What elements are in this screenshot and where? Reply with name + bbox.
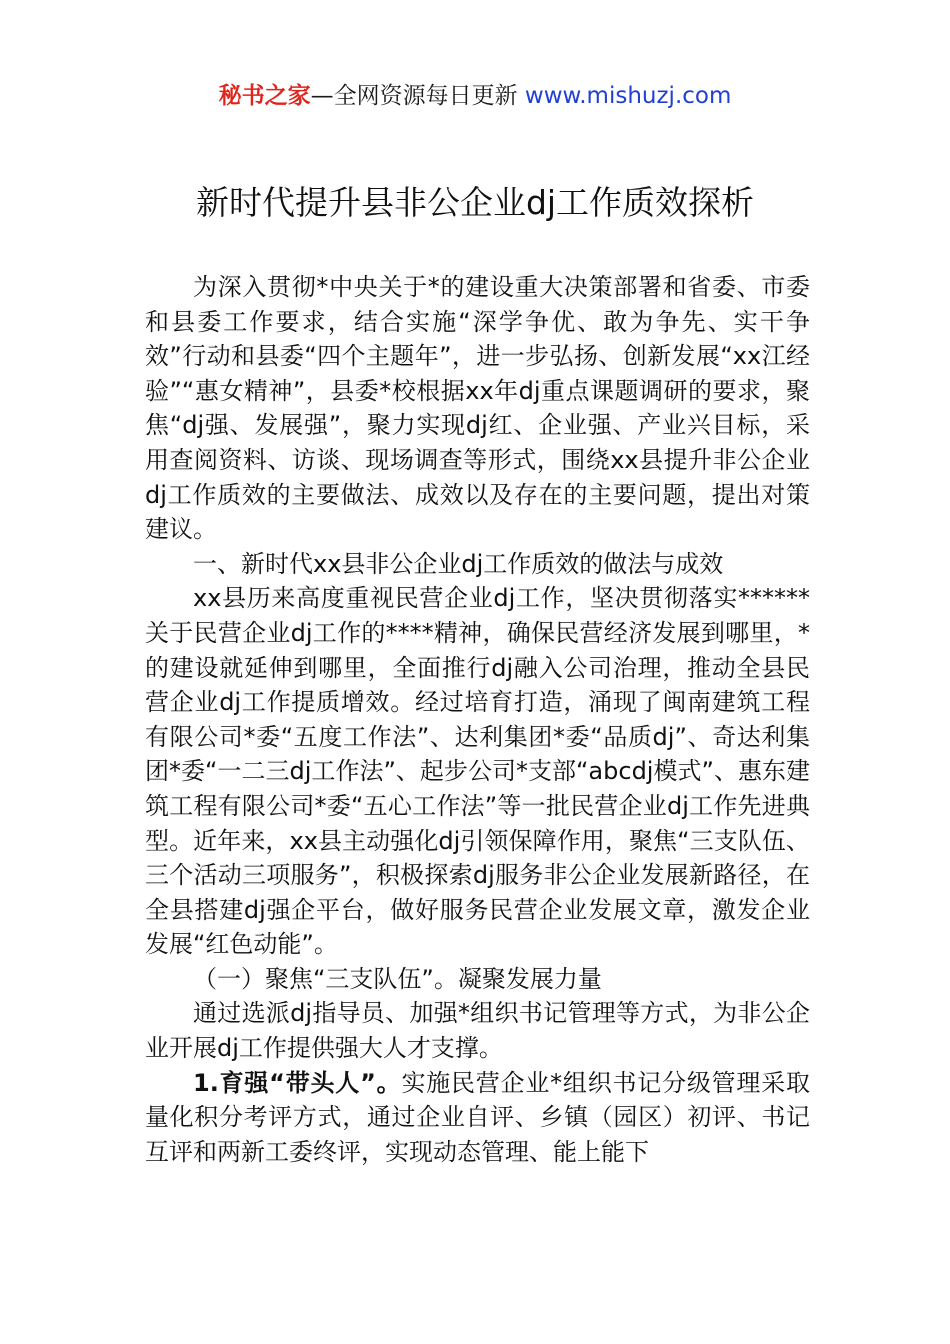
item-text-1: 实施民营企业*组织书记分级管理采取量化积分考评方式，通过企业自评、乡镇（园区）初评、书记互评和两新工委终评，实现动态管理、能上能下 xyxy=(145,1068,810,1166)
section-heading-1: 一、新时代xx县非公企业dj工作质效的做法与成效 xyxy=(193,549,724,578)
site-tagline: —全网资源每日更新 xyxy=(310,83,518,109)
site-brand: 秘书之家 xyxy=(218,83,311,109)
item-paragraph-1 xyxy=(145,1066,810,1170)
intro-paragraph: 为深入贯彻*中央关于*的建设重大决策部署和省委、市委和县委工作要求，结合实施“深学争优、敢为争先、实干争效”行动和县委“四个主题年”，进一步弘扬、创新发展“xx江经验”“惠女精神”，县委*校根据xx年dj重点课题调研的要求，聚焦“dj强、发展强”，聚力实现dj红、企业强、产业兴目标，采用查阅资料、访谈、现场调查等形式，围绕xx县提升非公企业dj工作质效的主要做法、成效以及存在的主要问题，提出对策建议。 xyxy=(145,273,810,544)
subsection-heading-1: （一）聚焦“三支队伍”。凝聚发展力量 xyxy=(193,964,602,993)
page-title: 新时代提升县非公企业dj工作质效探析 xyxy=(195,183,755,222)
subsection-paragraph-1: 通过选派dj指导员、加强*组织书记管理等方式，为非公企业开展dj工作提供强大人才支撑。 xyxy=(145,999,810,1063)
site-header xyxy=(0,80,950,112)
site-url-link[interactable]: www.mishuzj.com xyxy=(524,83,732,109)
item-heading-1: 1.育强“带头人”。 xyxy=(193,1068,402,1097)
document-body xyxy=(145,270,810,1169)
section-paragraph-1: xx县历来高度重视民营企业dj工作，坚决贯彻落实******关于民营企业dj工作的****精神，确保民营经济发展到哪里，*的建设就延伸到哪里，全面推行dj融入公司治理，推动全县民营企业dj工作提质增效。经过培育打造，涌现了闽南建筑工程有限公司*委“五度工作法”、达利集团*委“品质dj”、奇达利集团*委“一二三dj工作法”、起步公司*支部“abcdj模式”、惠东建筑工程有限公司*委“五心工作法”等一批民营企业dj工作先进典型。近年来，xx县主动强化dj引领保障作用，聚焦“三支队伍、三个活动三项服务”，积极探索dj服务非公企业发展新路径，在全县搭建dj强企平台，做好服务民营企业发展文章，激发企业发展“红色动能”。 xyxy=(145,584,810,959)
